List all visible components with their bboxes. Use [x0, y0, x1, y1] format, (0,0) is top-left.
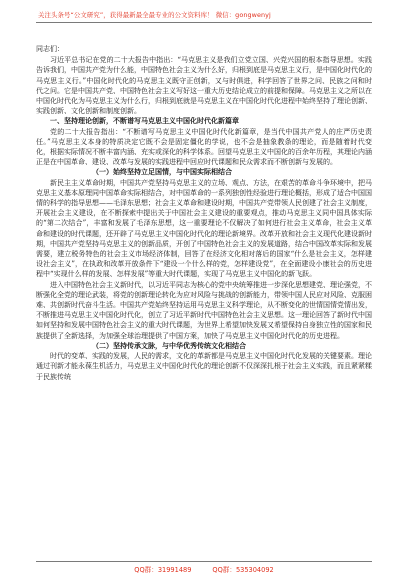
subsection-2-paragraph-1: 时代的变革、实践的发展，人民的需求，文化的革新都是马克思主义中国化时代化发展的关键要素。理论通过刊新才能永葆生机活力，马克思主义中国化时代化的理论创新不仅深深扎根于社会主义实践，而且紧紧糅于民族传统	[36, 352, 372, 381]
footer-contacts	[0, 564, 408, 574]
section-1-paragraph: 党的二十大报告指出：“不断谱写马克思主义中国化时代化新篇章，是当代中国共产党人的庄严历史责任。”马克思主义本身的特质决定它既不会是固定僵化的学说，也不会是抽象教条的理论，而是随着时代变化，根据实际情况不断丰富内涵、充实或深化的科学体系。回望马克思主义中国化的百余年历程，其理论内涵正是在中国革命、建设、改革与发展的实践进程中回应时代课题和民众需求而不断创新与发展的。	[36, 127, 372, 167]
document-body	[36, 44, 372, 382]
subsection-1-heading: （一）始终坚持立足国情，与中国实际相结合	[92, 168, 232, 177]
footer-divider	[36, 561, 372, 562]
footer-qq-group-1: QQ群：31991489	[134, 566, 192, 574]
subsection-2-heading: （二）坚持传承文脉，与中华优秀传统文化相结合	[92, 341, 246, 350]
subsection-1-paragraph-1: 新民主主义革命时期，中国共产党坚持马克思主义的立场、观点、方法，在艰苦的革命斗争环境中，把马克思主义基本原理同中国革命实际相结合，对中国革命的一系列独创性经验进行理论概括，形成了适合中国国情的科学的指导思想——毛泽东思想；社会主义革命和建设时期，中国共产党带领人民创建了社会主义制度，开展社会主义建设，在不断探索中提出关于中国社会主义建设的重要观点，推动马克思主义同中国具体实际的“第二次结合”，丰富和发展了毛泽东思想，这一重要理论不仅解决了如何进行社会主义革命，社会主义革命和建设的时代课题，还开辟了马克思主义中国化时代化的理论新境界。改革开放和社会主义现代化建设新时期，中国共产党坚持马克思主义的创新品质，开创了中国特色社会主义的发展道路，结合中国改革实际和发展需要，建立税务特色的社会主义市场经济体制，回答了在经济文化相对落后的国家“什么是社会主义，怎样建设社会主义”，在执政和改革开放条件下“建设一个什么样的党，怎样建设党”，在全面建设小康社会的历史进程中“实现什么样的发展、怎样发展”等重大时代课题，实现了马克思主义中国化的新飞跃。	[36, 178, 372, 279]
section-1-heading: 一、坚持理论创新，不断谱写马克思主义中国化时代化新篇章	[50, 117, 239, 126]
footer-qq-group-2: QQ群：535304092	[212, 566, 274, 574]
salutation: 同志们：	[36, 45, 64, 53]
header-divider	[36, 22, 372, 23]
promo-banner: 关注头条号“公文研究”，获得最新最全最专业的公文资料库！ 微信：gongwenyj	[38, 11, 271, 19]
intro-paragraph: 习近平总书记在党的二十大报告中指出：“马克思主义是我们立党立国、兴党兴国的根本指导思想。实践告诉我们，中国共产党为什么能，中国特色社会主义为什么好，归根到底是马克思主义行，是中国化时代化的马克思主义行。”中国化时代化的马克思主义既守正创新，又与时俱进，科学回答了世界之问、民族之问和时代之问。它是中国共产党、中国特色社会主义写好这一重大历史结论成立的前提和保障。马克思主义之所以在中国化时代化为马克思主义为什么行，归根到底就是马克思主义在中国化时代化进程中始终坚持了理论创新、实践创新、文化创新和制度创新。	[36, 56, 372, 116]
subsection-1-paragraph-2: 进入中国特色社会主义新时代，以习近平同志为核心的党中央统筹推进一步深化思想建党、理论强党，不断强化全党的理论武装，将党的创新理论转化为应对风险与挑战的创新能力，带领中国人民应对风险、克服困难、共创新时代奋斗生活。中国共产党始终坚持运用马克思主义科学理论，从不断变化的世情国情党情出发，不断推进马克思主义中国化时代化，创立了习近平新时代中国特色社会主义思想。这一理论回答了新时代中国如何坚持和发展中国特色社会主义的重大时代课题，为世界上希望加快发展又希望保持自身独立性的国家和民族提供了全新选择，为加强全球治理提供了中国方案，加快了马克思主义中国化时代化的历史进程。	[36, 280, 372, 340]
